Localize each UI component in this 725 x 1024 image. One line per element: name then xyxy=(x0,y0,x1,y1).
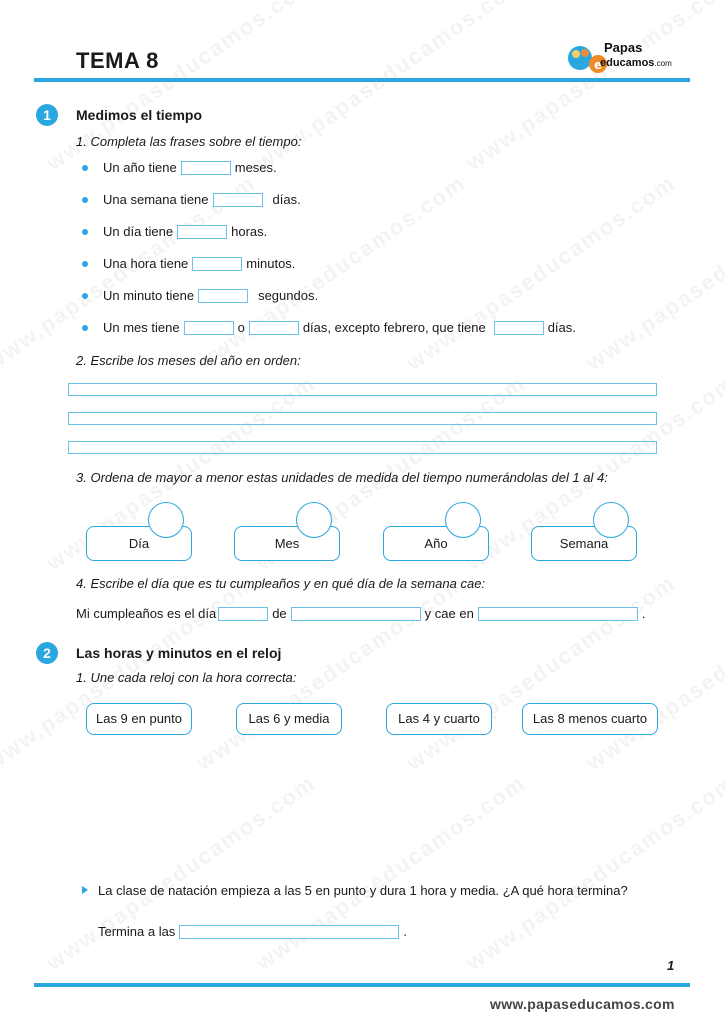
blank-minutes[interactable] xyxy=(192,257,242,271)
blank-months[interactable] xyxy=(181,161,231,175)
writing-line-1[interactable] xyxy=(68,383,657,396)
fill-line-month xyxy=(82,320,576,335)
unit-box-semana: Semana xyxy=(531,526,637,561)
hour-label-3[interactable]: Las 4 y cuarto xyxy=(386,703,492,735)
sentence-start: Un año tiene xyxy=(103,160,177,175)
problem-arrow-icon xyxy=(82,886,88,894)
fill-line-week xyxy=(82,192,301,207)
page-number: 1 xyxy=(667,958,675,973)
bullet xyxy=(82,229,88,235)
birthday-end: . xyxy=(641,606,646,621)
number-circle-semana[interactable] xyxy=(593,502,629,538)
sentence-start: Una semana tiene xyxy=(103,192,209,207)
sentence-end: minutos. xyxy=(246,256,296,271)
watermark-text xyxy=(42,0,321,176)
blank-month-days-1[interactable] xyxy=(184,321,234,335)
blank-month-days-2[interactable] xyxy=(249,321,299,335)
watermark-text xyxy=(462,0,725,176)
logo-educamos: educamos.com xyxy=(600,57,672,69)
svg-text:e: e xyxy=(594,58,603,72)
sentence-start: Un mes tiene xyxy=(103,320,180,335)
sentence-start: Un minuto tiene xyxy=(103,288,195,303)
bullet xyxy=(82,325,88,331)
birthday-line xyxy=(76,606,645,621)
section-1-number: 1 xyxy=(36,104,58,126)
blank-days[interactable] xyxy=(213,193,263,207)
sentence-start: Un día tiene xyxy=(103,224,174,239)
blank-answer[interactable] xyxy=(179,925,399,939)
fill-line-hour xyxy=(82,256,295,271)
section-1-title: Medimos el tiempo xyxy=(76,107,203,123)
q3-instruction: 3. Ordena de mayor a menor estas unidades de medida del tiempo numerándolas del 1 al 4: xyxy=(76,470,608,485)
bullet xyxy=(82,261,88,267)
bullet xyxy=(82,165,88,171)
watermark-text xyxy=(582,170,725,376)
sentence-end: horas. xyxy=(231,224,268,239)
birthday-text: Mi cumpleaños es el día xyxy=(76,606,217,621)
footer-divider xyxy=(34,983,690,987)
fill-line-day xyxy=(82,224,267,239)
hour-label-4[interactable]: Las 8 menos cuarto xyxy=(522,703,658,735)
watermark-text xyxy=(252,0,531,176)
section-2-number: 2 xyxy=(36,642,58,664)
page-title: TEMA 8 xyxy=(76,48,159,73)
fill-line-year xyxy=(82,160,277,175)
hour-label-2[interactable]: Las 6 y media xyxy=(236,703,342,735)
blank-february-days[interactable] xyxy=(494,321,544,335)
blank-seconds[interactable] xyxy=(198,289,248,303)
blank-birthday-day[interactable] xyxy=(218,607,268,621)
answer-end: . xyxy=(403,924,407,939)
header-divider xyxy=(34,78,690,82)
blank-hours[interactable] xyxy=(177,225,227,239)
section-2-title: Las horas y minutos en el reloj xyxy=(76,645,282,661)
bullet xyxy=(82,293,88,299)
blank-weekday[interactable] xyxy=(478,607,638,621)
unit-box-ano: Año xyxy=(383,526,489,561)
q4-instruction: 4. Escribe el día que es tu cumpleaños y en qué día de la semana cae: xyxy=(76,576,486,591)
writing-line-3[interactable] xyxy=(68,441,657,454)
sentence-start: Una hora tiene xyxy=(103,256,189,271)
sentence-end: días. xyxy=(272,192,301,207)
fill-line-minute xyxy=(82,288,318,303)
logo-papas: Papas xyxy=(604,40,643,55)
birthday-cae: y cae en xyxy=(424,606,474,621)
answer-prefix: Termina a las xyxy=(98,924,176,939)
sentence-end: meses. xyxy=(234,160,277,175)
writing-line-2[interactable] xyxy=(68,412,657,425)
answer-line xyxy=(98,924,407,939)
number-circle-ano[interactable] xyxy=(445,502,481,538)
blank-birthday-month[interactable] xyxy=(291,607,421,621)
sentence-end: días. xyxy=(547,320,576,335)
unit-box-mes: Mes xyxy=(234,526,340,561)
clocks xyxy=(0,740,725,880)
number-circle-mes[interactable] xyxy=(296,502,332,538)
footer-website: www.papaseducamos.com xyxy=(490,996,675,1012)
sentence-middle: días, excepto febrero, que tiene xyxy=(302,320,486,335)
birthday-de: de xyxy=(272,606,287,621)
number-circle-dia[interactable] xyxy=(148,502,184,538)
unit-box-dia: Día xyxy=(86,526,192,561)
s2-q1-instruction: 1. Une cada reloj con la hora correcta: xyxy=(76,670,297,685)
q2-instruction: 2. Escribe los meses del año en orden: xyxy=(76,353,301,368)
bullet xyxy=(82,197,88,203)
watermark-text xyxy=(402,170,681,376)
problem-text: La clase de natación empieza a las 5 en punto y dura 1 hora y media. ¿A qué hora termina? xyxy=(98,883,628,898)
sentence-or: o xyxy=(237,320,245,335)
hour-label-1[interactable]: Las 9 en punto xyxy=(86,703,192,735)
sentence-end: segundos. xyxy=(258,288,319,303)
q1-instruction: 1. Completa las frases sobre el tiempo: xyxy=(76,134,302,149)
